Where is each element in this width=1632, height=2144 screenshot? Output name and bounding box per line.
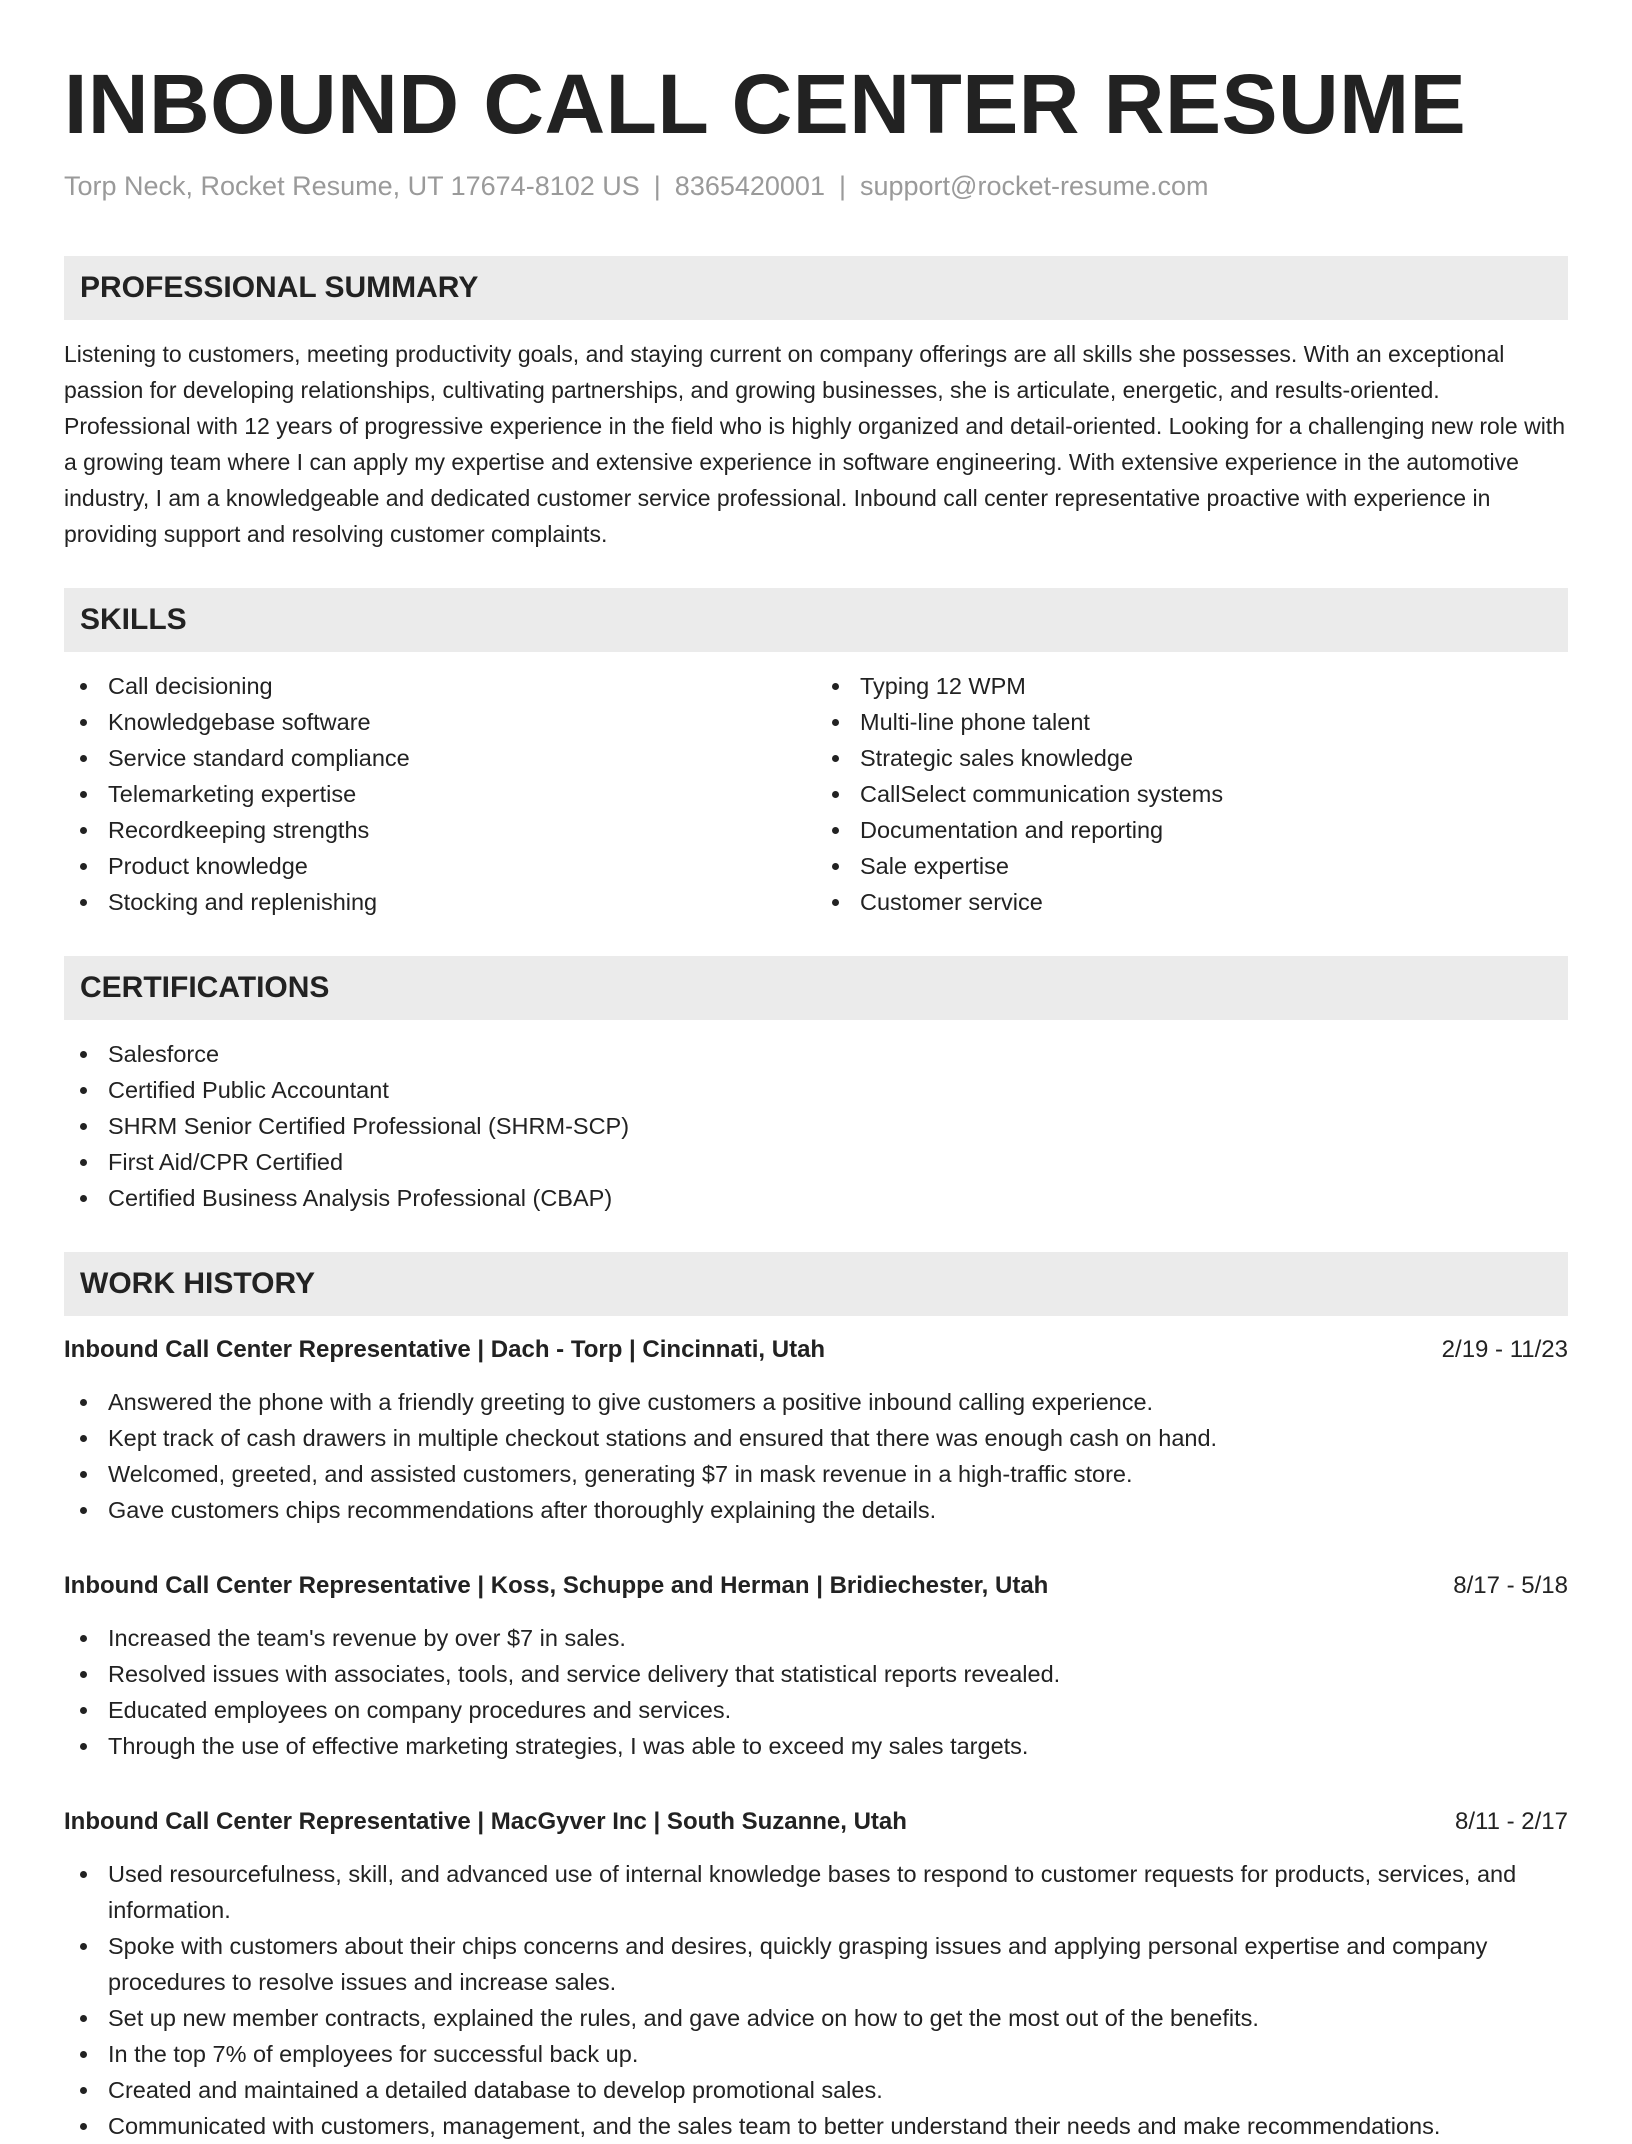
list-item: [64, 1384, 1568, 1420]
list-item-text: Stocking and replenishing: [108, 889, 378, 915]
list-item: [64, 1692, 1568, 1728]
list-item-text: Kept track of cash drawers in multiple checkout stations and ensured that there was enough cash on hand.: [108, 1425, 1218, 1451]
job-dates: 8/11 - 2/17: [1455, 1808, 1568, 1835]
bullet-icon: [80, 1671, 87, 1678]
bullet-icon: [832, 791, 839, 798]
list-item: [64, 1928, 1568, 2000]
list-item-text: Customer service: [860, 889, 1043, 915]
bullet-icon: [80, 1123, 87, 1130]
list-item: [64, 1656, 1568, 1692]
section-header-work-history: WORK HISTORY: [64, 1252, 1568, 1316]
list-item-text: Created and maintained a detailed database to develop promotional sales.: [108, 2077, 883, 2103]
job-title: Inbound Call Center Representative | Koss, Schuppe and Herman | Bridiechester, Utah: [64, 1572, 1049, 1599]
skills-list-left: [64, 668, 816, 920]
bullet-icon: [80, 1707, 87, 1714]
list-item: [64, 740, 816, 776]
list-item: [64, 848, 816, 884]
job-entry: [64, 1332, 1568, 1528]
job-dates: 8/17 - 5/18: [1453, 1572, 1568, 1599]
bullet-icon: [80, 2015, 87, 2022]
bullet-icon: [832, 899, 839, 906]
bullet-icon: [80, 1195, 87, 1202]
bullet-icon: [80, 899, 87, 906]
list-item-text: Welcomed, greeted, and assisted customers, generating $7 in mask revenue in a high-traffic store.: [108, 1461, 1133, 1487]
list-item-text: Certified Public Accountant: [108, 1077, 389, 1103]
job-bullets: [64, 1384, 1568, 1528]
bullet-icon: [80, 719, 87, 726]
list-item: [64, 1180, 1568, 1216]
list-item-text: Sale expertise: [860, 853, 1009, 879]
list-item: [64, 2072, 1568, 2108]
work-history-list: [64, 1332, 1568, 2144]
skills-grid: [64, 668, 1568, 920]
list-item-text: Service standard compliance: [108, 745, 410, 771]
list-item: [816, 668, 1568, 704]
list-item: [64, 1456, 1568, 1492]
bullet-icon: [80, 2087, 87, 2094]
list-item: [64, 704, 816, 740]
job-header: [64, 1804, 1568, 1840]
bullet-icon: [80, 827, 87, 834]
list-item: [64, 1108, 1568, 1144]
list-item: [64, 1620, 1568, 1656]
list-item: [64, 668, 816, 704]
list-item-text: Answered the phone with a friendly greeting to give customers a positive inbound calling experience.: [108, 1389, 1154, 1415]
list-item: [816, 848, 1568, 884]
list-item-text: Call decisioning: [108, 673, 273, 699]
bullet-icon: [80, 863, 87, 870]
list-item-text: Increased the team's revenue by over $7 in sales.: [108, 1625, 626, 1651]
contact-phone: 8365420001: [674, 171, 825, 201]
contact-line: [64, 168, 1568, 204]
contact-email: support@rocket-resume.com: [859, 171, 1209, 201]
bullet-icon: [832, 755, 839, 762]
bullet-icon: [832, 719, 839, 726]
contact-address: Torp Neck, Rocket Resume, UT 17674-8102 US: [64, 171, 640, 201]
list-item: [64, 884, 816, 920]
list-item: [64, 1420, 1568, 1456]
list-item: [64, 1144, 1568, 1180]
list-item: [816, 704, 1568, 740]
bullet-icon: [80, 1471, 87, 1478]
skills-column-left: [64, 668, 816, 920]
list-item: [816, 776, 1568, 812]
bullet-icon: [832, 863, 839, 870]
section-header-certifications: CERTIFICATIONS: [64, 956, 1568, 1020]
job-title: Inbound Call Center Representative | Dach - Torp | Cincinnati, Utah: [64, 1336, 826, 1363]
list-item-text: Knowledgebase software: [108, 709, 371, 735]
certifications-list: [64, 1036, 1568, 1216]
bullet-icon: [80, 1635, 87, 1642]
list-item: [64, 1072, 1568, 1108]
list-item-text: Communicated with customers, management, and the sales team to better understand their needs and make recommendations.: [108, 2113, 1441, 2139]
list-item: [64, 776, 816, 812]
bullet-icon: [80, 791, 87, 798]
section-header-skills: SKILLS: [64, 588, 1568, 652]
job-bullets: [64, 1856, 1568, 2144]
list-item-text: Spoke with customers about their chips concerns and desires, quickly grasping issues and applying personal expertise and company procedures to resolve issues and increase sales.: [108, 1933, 1488, 1995]
job-dates: 2/19 - 11/23: [1441, 1336, 1568, 1363]
bullet-icon: [80, 1743, 87, 1750]
list-item: [64, 1492, 1568, 1528]
list-item: [64, 2108, 1568, 2144]
job-bullets: [64, 1620, 1568, 1764]
list-item-text: In the top 7% of employees for successful back up.: [108, 2041, 639, 2067]
list-item-text: Certified Business Analysis Professional (CBAP): [108, 1185, 613, 1211]
list-item-text: Typing 12 WPM: [860, 673, 1026, 699]
bullet-icon: [80, 1507, 87, 1514]
list-item-text: Used resourcefulness, skill, and advanced use of internal knowledge bases to respond to customer requests for products, services, and information.: [108, 1861, 1517, 1923]
bullet-icon: [80, 2123, 87, 2130]
list-item-text: Set up new member contracts, explained the rules, and gave advice on how to get the most out of the benefits.: [108, 2005, 1259, 2031]
resume-title: INBOUND CALL CENTER RESUME: [64, 57, 1467, 151]
bullet-icon: [80, 1399, 87, 1406]
bullet-icon: [80, 2051, 87, 2058]
list-item: [64, 812, 816, 848]
list-item-text: Documentation and reporting: [860, 817, 1164, 843]
list-item-text: Resolved issues with associates, tools, and service delivery that statistical reports revealed.: [108, 1661, 1061, 1687]
list-item-text: Telemarketing expertise: [108, 781, 357, 807]
list-item: [64, 2000, 1568, 2036]
list-item-text: CallSelect communication systems: [860, 781, 1224, 807]
section-header-summary: PROFESSIONAL SUMMARY: [64, 256, 1568, 320]
list-item-text: Through the use of effective marketing strategies, I was able to exceed my sales targets.: [108, 1733, 1029, 1759]
bullet-icon: [80, 1051, 87, 1058]
list-item: [816, 740, 1568, 776]
bullet-icon: [832, 827, 839, 834]
bullet-icon: [80, 1159, 87, 1166]
list-item-text: Salesforce: [108, 1041, 220, 1067]
list-item-text: Multi-line phone talent: [860, 709, 1090, 735]
bullet-icon: [80, 755, 87, 762]
job-title: Inbound Call Center Representative | MacGyver Inc | South Suzanne, Utah: [64, 1808, 907, 1835]
job-entry: [64, 1804, 1568, 2144]
bullet-icon: [80, 1435, 87, 1442]
list-item-text: Strategic sales knowledge: [860, 745, 1134, 771]
list-item: [816, 884, 1568, 920]
list-item-text: Educated employees on company procedures and services.: [108, 1697, 732, 1723]
bullet-icon: [80, 683, 87, 690]
contact-separator: |: [653, 171, 661, 201]
job-entry: [64, 1568, 1568, 1764]
list-item: [64, 1728, 1568, 1764]
list-item-text: First Aid/CPR Certified: [108, 1149, 344, 1175]
bullet-icon: [80, 1943, 87, 1950]
bullet-icon: [80, 1087, 87, 1094]
skills-column-right: [816, 668, 1568, 920]
contact-separator: |: [838, 171, 846, 201]
job-header: [64, 1568, 1568, 1604]
list-item-text: Gave customers chips recommendations after thoroughly explaining the details.: [108, 1497, 937, 1523]
list-item-text: Product knowledge: [108, 853, 308, 879]
skills-list-right: [816, 668, 1568, 920]
bullet-icon: [832, 683, 839, 690]
job-header: [64, 1332, 1568, 1368]
list-item-text: SHRM Senior Certified Professional (SHRM-SCP): [108, 1113, 630, 1139]
list-item: [64, 2036, 1568, 2072]
list-item: [64, 1856, 1568, 1928]
list-item-text: Recordkeeping strengths: [108, 817, 370, 843]
professional-summary-text: Listening to customers, meeting productivity goals, and staying current on company offerings are all skills she possesses. With an exceptional passion for developing relationships, cultivating partnerships, and growing businesses, she is articulate, energetic, and results-oriented. Professional with 12 years of progressive experience in the field who is highly organized and detail-oriented. Looking for a challenging new role with a growing team where I can apply my expertise and extensive experience in software engineering. With extensive experience in the automotive industry, I am a knowledgeable and dedicated customer service professional. Inbound call center representative proactive with experience in providing support and resolving customer complaints.: [64, 341, 1565, 547]
list-item: [64, 1036, 1568, 1072]
list-item: [816, 812, 1568, 848]
bullet-icon: [80, 1871, 87, 1878]
